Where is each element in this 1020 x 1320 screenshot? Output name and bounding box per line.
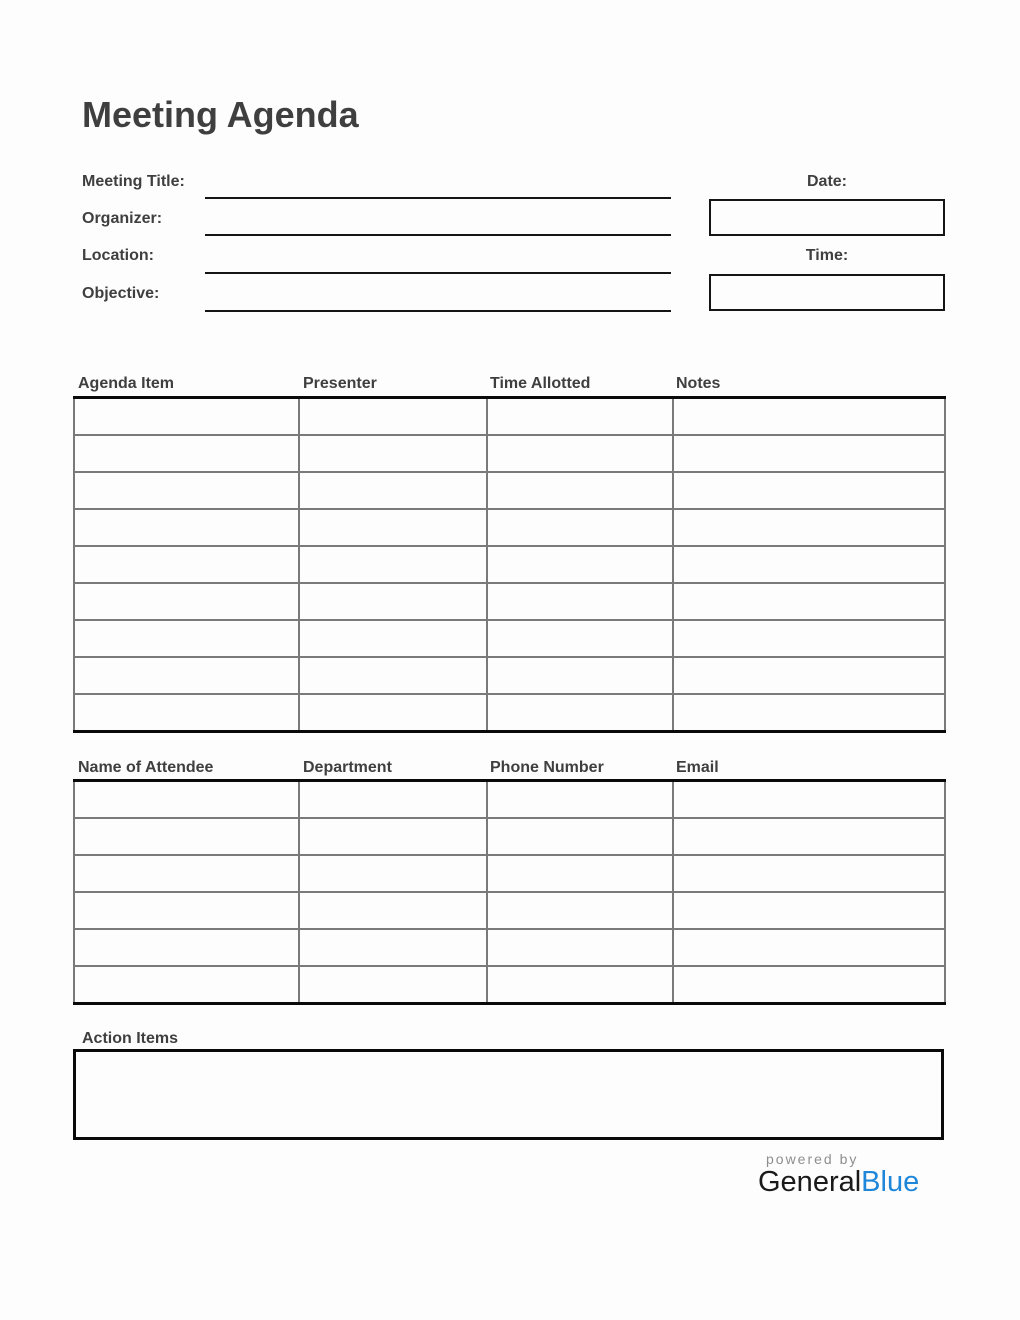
table-row (74, 781, 945, 819)
agenda-cell[interactable] (299, 546, 487, 583)
attendee-cell[interactable] (487, 966, 673, 1004)
attendees-table (73, 779, 946, 1005)
table-row (74, 546, 945, 583)
table-row (74, 509, 945, 546)
agenda-cell[interactable] (673, 435, 945, 472)
brand-general-text: General (758, 1166, 862, 1198)
action-items-label: Action Items (82, 1030, 179, 1047)
attendee-cell[interactable] (74, 892, 299, 929)
agenda-cell[interactable] (487, 620, 673, 657)
date-label: Date: (806, 173, 847, 190)
attendee-cell[interactable] (673, 892, 945, 929)
agenda-cell[interactable] (487, 472, 673, 509)
presenter-header: Presenter (303, 375, 377, 392)
agenda-cell[interactable] (673, 398, 945, 436)
brand-blue-text: Blue (861, 1166, 920, 1198)
attendee-cell[interactable] (673, 818, 945, 855)
organizer-label: Organizer: (82, 210, 163, 227)
notes-header: Notes (676, 375, 721, 392)
attendee-cell[interactable] (299, 929, 487, 966)
agenda-cell[interactable] (487, 583, 673, 620)
attendee-cell[interactable] (299, 781, 487, 819)
agenda-cell[interactable] (74, 509, 299, 546)
attendee-cell[interactable] (299, 818, 487, 855)
attendee-cell[interactable] (487, 818, 673, 855)
objective-label: Objective: (82, 285, 160, 302)
time-input[interactable] (709, 274, 945, 311)
agenda-cell[interactable] (673, 509, 945, 546)
meeting-title-input[interactable] (205, 175, 671, 199)
agenda-cell[interactable] (673, 694, 945, 732)
table-row (74, 818, 945, 855)
agenda-cell[interactable] (74, 472, 299, 509)
agenda-cell[interactable] (487, 694, 673, 732)
attendee-name-header: Name of Attendee (78, 759, 214, 776)
agenda-cell[interactable] (299, 472, 487, 509)
table-row (74, 929, 945, 966)
phone-number-header: Phone Number (490, 759, 604, 776)
agenda-cell[interactable] (299, 435, 487, 472)
attendee-cell[interactable] (74, 966, 299, 1004)
agenda-cell[interactable] (74, 435, 299, 472)
table-row (74, 892, 945, 929)
action-items-input[interactable] (73, 1049, 944, 1140)
table-row (74, 694, 945, 732)
agenda-cell[interactable] (673, 620, 945, 657)
agenda-cell[interactable] (487, 546, 673, 583)
agenda-cell[interactable] (299, 620, 487, 657)
table-row (74, 398, 945, 436)
agenda-cell[interactable] (673, 546, 945, 583)
table-row (74, 583, 945, 620)
location-label: Location: (82, 247, 154, 264)
agenda-item-header: Agenda Item (78, 375, 175, 392)
agenda-cell[interactable] (74, 583, 299, 620)
attendee-cell[interactable] (487, 781, 673, 819)
attendee-cell[interactable] (299, 855, 487, 892)
attendee-cell[interactable] (673, 966, 945, 1004)
powered-by-text: powered by (766, 1151, 859, 1167)
table-row (74, 620, 945, 657)
table-row (74, 966, 945, 1004)
department-header: Department (303, 759, 392, 776)
organizer-input[interactable] (205, 212, 671, 236)
agenda-cell[interactable] (673, 472, 945, 509)
agenda-table (73, 396, 946, 733)
attendee-cell[interactable] (299, 966, 487, 1004)
objective-input[interactable] (205, 288, 671, 312)
agenda-cell[interactable] (673, 657, 945, 694)
attendee-cell[interactable] (487, 892, 673, 929)
agenda-cell[interactable] (74, 694, 299, 732)
agenda-cell[interactable] (74, 546, 299, 583)
time-label: Time: (805, 247, 849, 264)
attendee-cell[interactable] (487, 929, 673, 966)
agenda-cell[interactable] (487, 509, 673, 546)
table-row (74, 855, 945, 892)
generalblue-logo (758, 1166, 919, 1199)
attendee-cell[interactable] (673, 929, 945, 966)
agenda-cell[interactable] (299, 398, 487, 436)
page-title: Meeting Agenda (82, 94, 359, 135)
attendee-cell[interactable] (487, 855, 673, 892)
attendee-cell[interactable] (74, 855, 299, 892)
agenda-cell[interactable] (74, 657, 299, 694)
agenda-cell[interactable] (299, 694, 487, 732)
email-header: Email (676, 759, 719, 776)
agenda-cell[interactable] (299, 657, 487, 694)
agenda-cell[interactable] (74, 620, 299, 657)
table-row (74, 657, 945, 694)
table-row (74, 435, 945, 472)
agenda-cell[interactable] (299, 583, 487, 620)
agenda-cell[interactable] (487, 657, 673, 694)
agenda-cell[interactable] (673, 583, 945, 620)
date-input[interactable] (709, 199, 945, 236)
agenda-cell[interactable] (299, 509, 487, 546)
agenda-cell[interactable] (74, 398, 299, 436)
time-allotted-header: Time Allotted (490, 375, 591, 392)
attendee-cell[interactable] (74, 818, 299, 855)
agenda-cell[interactable] (487, 398, 673, 436)
attendee-cell[interactable] (74, 929, 299, 966)
agenda-cell[interactable] (487, 435, 673, 472)
attendee-cell[interactable] (299, 892, 487, 929)
attendee-cell[interactable] (673, 855, 945, 892)
meeting-title-label: Meeting Title: (82, 173, 185, 190)
table-row (74, 472, 945, 509)
location-input[interactable] (205, 250, 671, 274)
attendee-cell[interactable] (74, 781, 299, 819)
attendee-cell[interactable] (673, 781, 945, 819)
